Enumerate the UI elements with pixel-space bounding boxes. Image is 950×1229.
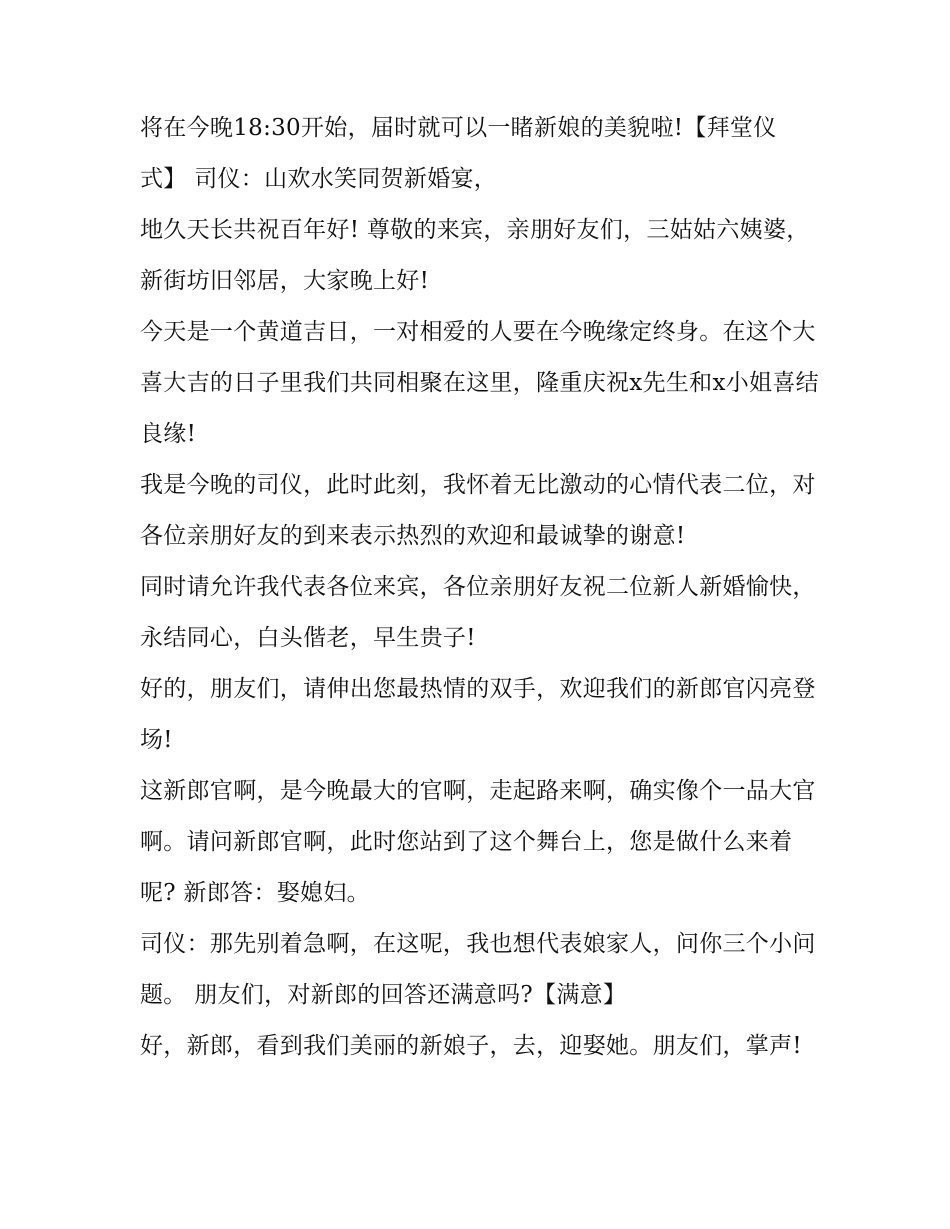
paragraph: 司仪：那先别着急啊，在这呢，我也想代表娘家人，问你三个小问题。 朋友们，对新郎的回答还满意吗?【满意】 bbox=[140, 931, 816, 1008]
document-body bbox=[140, 103, 820, 1072]
paragraph: 今天是一个黄道吉日，一对相爱的人要在今晚缘定终身。在这个大喜大吉的日子里我们共同相聚在这里，隆重庆祝x先生和x小姐喜结良缘! bbox=[140, 319, 819, 447]
paragraph: 将在今晚18:30开始，届时就可以一睹新娘的美貌啦!【拜堂仪式】 司仪：山欢水笑同贺新婚宴， bbox=[140, 115, 777, 192]
paragraph: 我是今晚的司仪，此时此刻，我怀着无比激动的心情代表二位，对各位亲朋好友的到来表示热烈的欢迎和最诚挚的谢意! bbox=[140, 472, 816, 549]
paragraph: 同时请允许我代表各位来宾，各位亲朋好友祝二位新人新婚愉快，永结同心，白头偕老，早生贵子! bbox=[140, 574, 816, 651]
paragraph: 地久天长共祝百年好! 尊敬的来宾，亲朋好友们，三姑姑六姨婆，新街坊旧邻居，大家晚上好! bbox=[140, 217, 810, 294]
paragraph: 好，新郎，看到我们美丽的新娘子，去，迎娶她。朋友们，掌声! bbox=[140, 1033, 802, 1059]
paragraph: 这新郎官啊，是今晚最大的官啊，走起路来啊，确实像个一品大官啊。请问新郎官啊，此时您站到了这个舞台上，您是做什么来着呢? 新郎答：娶媳妇。 bbox=[140, 778, 816, 906]
paragraph: 好的，朋友们，请伸出您最热情的双手，欢迎我们的新郎官闪亮登场! bbox=[140, 676, 816, 753]
